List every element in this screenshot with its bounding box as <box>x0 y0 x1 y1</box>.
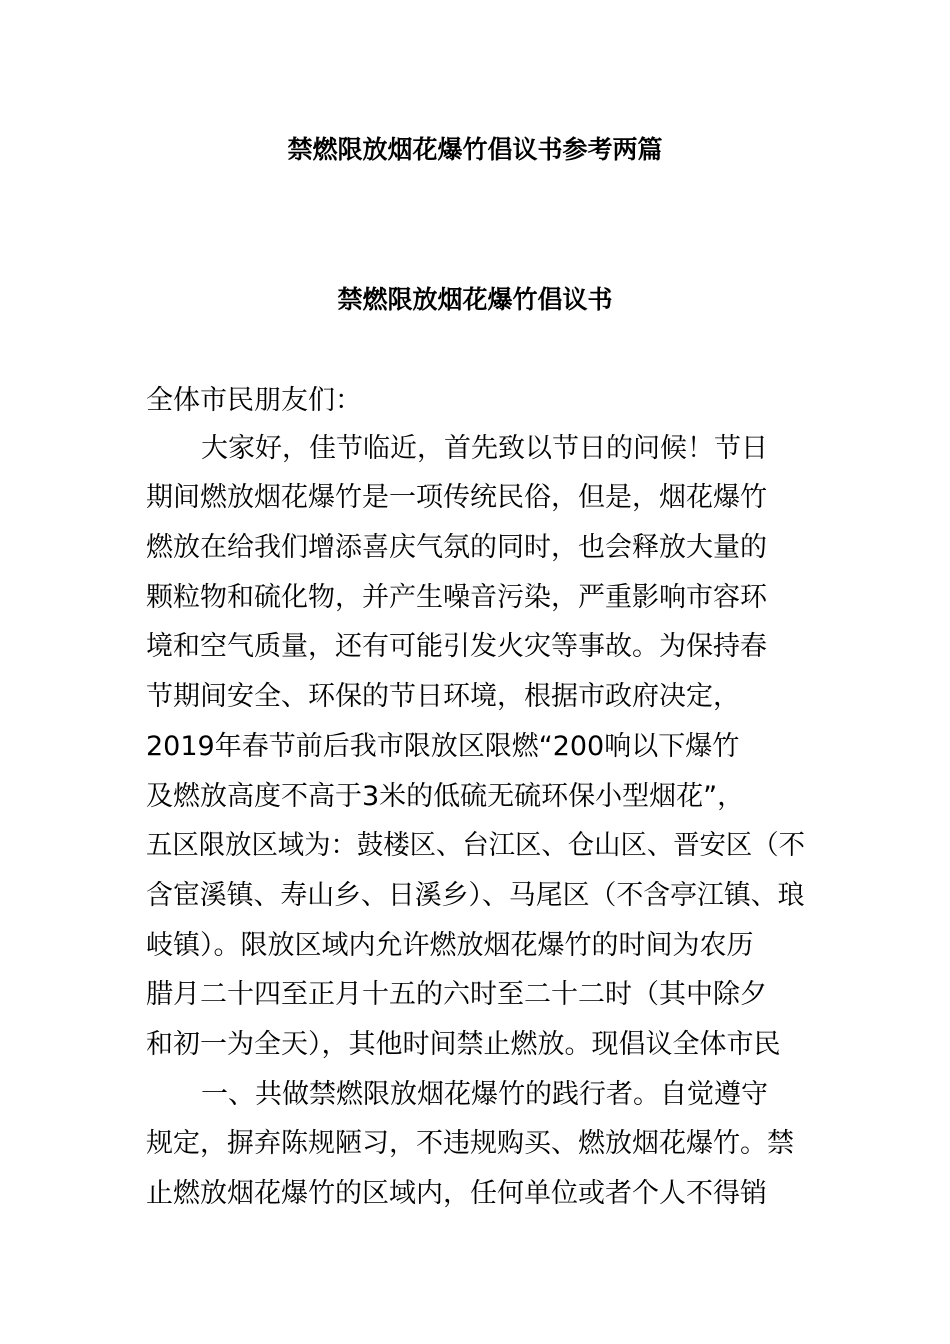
paragraph-line: 境和空气质量，还有可能引发火灾等事故。为保持春 <box>146 631 767 662</box>
paragraph-line: 一、共做禁燃限放烟花爆竹的践行者。自觉遵守 <box>201 1079 768 1110</box>
paragraph-line: 燃放在给我们增添喜庆气氛的同时，也会释放大量的 <box>146 532 767 563</box>
paragraph-line: 含宦溪镇、寿山乡、日溪乡）、马尾区（不含亭江镇、琅 <box>146 880 805 911</box>
paragraph-line: 节期间安全、环保的节日环境，根据市政府决定， <box>146 681 740 712</box>
paragraph-line: 大家好，佳节临近，首先致以节日的问候！节日 <box>201 433 768 464</box>
paragraph-line: 岐镇）。限放区域内允许燃放烟花爆竹的时间为农历 <box>146 930 754 961</box>
paragraph-line: 规定，摒弃陈规陋习，不违规购买、燃放烟花爆竹。禁 <box>146 1128 794 1159</box>
salutation-line: 全体市民朋友们： <box>146 385 362 416</box>
paragraph-line: 颗粒物和硫化物，并产生噪音污染，严重影响市容环 <box>146 582 767 613</box>
paragraph-line: 及燃放高度不高于3米的低硫无硫环保小型烟花”， <box>146 781 745 812</box>
document-subtitle: 禁燃限放烟花爆竹倡议书 <box>337 285 613 314</box>
paragraph-line: 止燃放烟花爆竹的区域内，任何单位或者个人不得销 <box>146 1178 767 1209</box>
paragraph-line: 2019年春节前后我市限放区限燃“200响以下爆竹 <box>146 731 740 762</box>
paragraph-line: 期间燃放烟花爆竹是一项传统民俗，但是，烟花爆竹 <box>146 482 767 513</box>
paragraph-line: 和初一为全天），其他时间禁止燃放。现倡议全体市民 <box>146 1029 781 1060</box>
paragraph-line: 腊月二十四至正月十五的六时至二十二时（其中除夕 <box>146 979 767 1010</box>
document-title: 禁燃限放烟花爆竹倡议书参考两篇 <box>287 135 663 164</box>
paragraph-line: 五区限放区域为：鼓楼区、台江区、仓山区、晋安区（不 <box>146 830 805 861</box>
